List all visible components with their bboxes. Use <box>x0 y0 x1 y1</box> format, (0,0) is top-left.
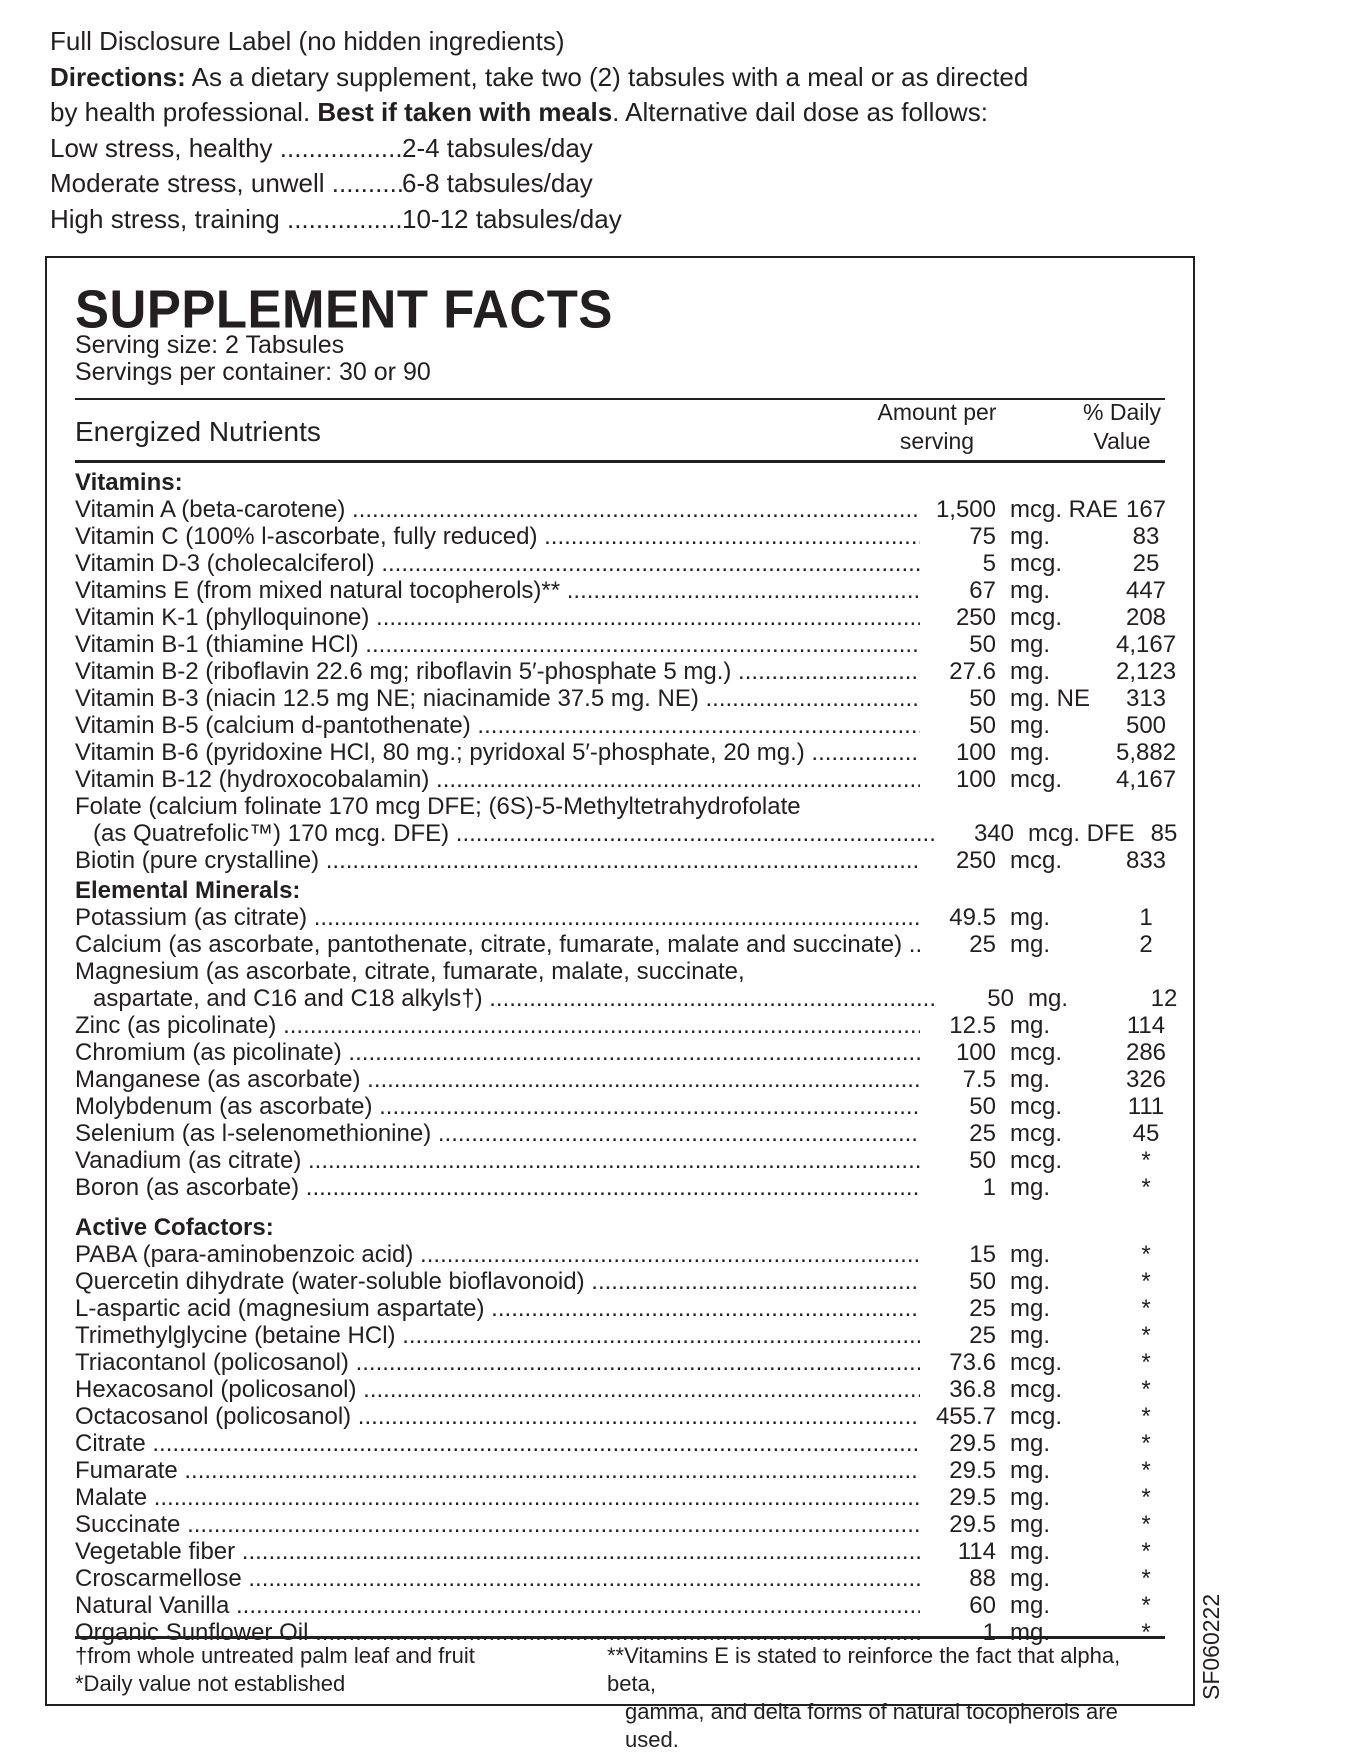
directions-text: As a dietary supplement, take two (2) tabsules with a meal or as directed <box>185 61 1029 92</box>
nutrient-amount: 250 <box>955 847 996 874</box>
nutrient-row <box>75 1484 1175 1511</box>
nutrient-unit: mg. <box>1010 739 1051 766</box>
minerals-list-b <box>75 1012 1175 1201</box>
nutrient-unit: mg. <box>1010 523 1051 550</box>
nutrient-daily-value: 25 <box>1132 550 1160 577</box>
full-disclosure-line: Full Disclosure Label (no hidden ingredients) <box>50 26 565 56</box>
nutrient-daily-value: 114 <box>1126 1012 1166 1039</box>
cofactors-list <box>75 1241 1175 1646</box>
nutrient-daily-value: * <box>1141 1403 1151 1430</box>
panel-title: SUPPLEMENT FACTS <box>75 279 613 339</box>
directions-label: Directions: <box>50 61 186 92</box>
nutrient-unit: mcg. <box>1010 1376 1063 1403</box>
directions-line-2 <box>50 95 1050 131</box>
nutrient-daily-value: * <box>1141 1619 1151 1646</box>
nutrient-amount: 27.6 <box>949 658 996 685</box>
dose-label: Low stress, healthy ..... <box>50 131 402 167</box>
nutrient-amount: 7.5 <box>962 1066 996 1093</box>
nutrient-name: (as Quatrefolic™) 170 mcg. DFE) ..... <box>75 820 938 847</box>
section-vitamins: Vitamins: <box>75 469 183 496</box>
nutrient-daily-value: 1 <box>1139 904 1153 931</box>
header-nutrients: Energized Nutrients <box>75 416 321 447</box>
nutrient-name: Vitamin B-3 (niacin 12.5 mg NE; niacinamide 37.5 mg. NE) ..... <box>75 685 920 712</box>
nutrient-unit: mg. <box>1010 577 1051 604</box>
nutrient-daily-value: * <box>1141 1538 1151 1565</box>
nutrient-row <box>75 931 1175 958</box>
header-dv-line1: % Daily <box>1083 399 1161 425</box>
nutrient-daily-value: 2,123 <box>1116 658 1177 685</box>
header-amount <box>837 398 1037 456</box>
nutrient-daily-value: 12 <box>1150 985 1178 1012</box>
nutrient-unit: mg. <box>1010 1565 1051 1592</box>
dose-row <box>50 166 1050 202</box>
nutrient-daily-value: 45 <box>1132 1120 1160 1147</box>
nutrient-amount: 49.5 <box>949 904 996 931</box>
nutrient-unit: mcg. <box>1010 1349 1063 1376</box>
dose-label: High stress, training ..... <box>50 202 402 238</box>
nutrient-name: Malate ..... <box>75 1484 920 1511</box>
nutrient-name: Triacontanol (policosanol) ..... <box>75 1349 920 1376</box>
nutrient-row <box>75 1538 1175 1565</box>
nutrient-row <box>75 1376 1175 1403</box>
nutrient-unit: mcg. <box>1010 847 1063 874</box>
footnote-vitamin-e-2: gamma, and delta forms of natural tocopherols are used. <box>625 1699 1118 1752</box>
directions-text-2: by health professional. <box>50 97 318 127</box>
nutrient-unit: mcg. <box>1010 766 1063 793</box>
nutrient-unit: mg. <box>1010 658 1051 685</box>
nutrient-name: Vitamin B-5 (calcium d-pantothenate) ..... <box>75 712 920 739</box>
nutrient-amount: 25 <box>969 931 996 958</box>
nutrient-row <box>75 1511 1175 1538</box>
nutrient-daily-value: 111 <box>1127 1093 1165 1120</box>
nutrient-row <box>75 1174 1175 1201</box>
nutrient-daily-value: 500 <box>1125 712 1167 739</box>
nutrient-amount: 25 <box>969 1295 996 1322</box>
nutrient-name: Manganese (as ascorbate) ..... <box>75 1066 920 1093</box>
header-divider <box>75 460 1165 463</box>
nutrient-unit: mcg. <box>1010 1039 1063 1066</box>
nutrient-amount: 50 <box>969 1093 996 1120</box>
magnesium-line1: Magnesium (as ascorbate, citrate, fumarate, malate, succinate, <box>75 958 745 985</box>
nutrient-name: Zinc (as picolinate) ..... <box>75 1012 920 1039</box>
nutrient-name: Organic Sunflower Oil ..... <box>75 1619 920 1646</box>
nutrient-daily-value: 286 <box>1125 1039 1167 1066</box>
nutrient-amount: 1 <box>982 1619 996 1646</box>
nutrient-unit: mg. <box>1010 1012 1051 1039</box>
nutrient-name: Quercetin dihydrate (water-soluble bioflavonoid) ..... <box>75 1268 920 1295</box>
supplement-facts-panel <box>45 256 1195 1752</box>
nutrient-daily-value: 85 <box>1150 820 1178 847</box>
nutrient-row <box>75 1241 1175 1268</box>
nutrient-daily-value: * <box>1141 1457 1151 1484</box>
nutrient-daily-value: 4,167 <box>1116 631 1177 658</box>
nutrient-daily-value: 167 <box>1125 496 1167 523</box>
nutrient-daily-value: * <box>1141 1147 1151 1174</box>
nutrient-unit: mcg. RAE <box>1010 496 1119 523</box>
nutrient-unit: mg. <box>1010 1241 1051 1268</box>
nutrient-amount: 29.5 <box>949 1484 996 1511</box>
dose-label: Moderate stress, unwell ..... <box>50 166 402 202</box>
nutrient-daily-value: * <box>1141 1484 1151 1511</box>
nutrient-name: Croscarmellose ..... <box>75 1565 920 1592</box>
nutrient-amount: 29.5 <box>949 1430 996 1457</box>
nutrient-name: Vitamin A (beta-carotene) ..... <box>75 496 920 523</box>
nutrient-daily-value: * <box>1141 1268 1151 1295</box>
nutrient-daily-value: * <box>1141 1295 1151 1322</box>
nutrient-amount: 100 <box>955 1039 996 1066</box>
directions-block <box>50 24 1050 237</box>
nutrient-daily-value: * <box>1141 1430 1151 1457</box>
nutrient-daily-value: 833 <box>1125 847 1167 874</box>
nutrient-daily-value: 447 <box>1125 577 1167 604</box>
nutrient-name: Calcium (as ascorbate, pantothenate, citrate, fumarate, malate and succinate) ..... <box>75 931 920 958</box>
nutrient-amount: 1,500 <box>935 496 996 523</box>
nutrient-amount: 60 <box>969 1592 996 1619</box>
nutrient-daily-value: 326 <box>1125 1066 1167 1093</box>
nutrient-unit: mg. <box>1010 631 1051 658</box>
nutrient-unit: mcg. <box>1010 1147 1063 1174</box>
servings-per-container: Servings per container: 30 or 90 <box>75 358 431 386</box>
nutrient-unit: mg. <box>1010 904 1051 931</box>
nutrient-row <box>75 685 1175 712</box>
nutrient-unit: mg. <box>1010 1538 1051 1565</box>
nutrient-daily-value: 2 <box>1139 931 1153 958</box>
nutrient-amount: 12.5 <box>949 1012 996 1039</box>
footnotes-right <box>607 1642 1167 1754</box>
nutrient-row <box>75 712 1175 739</box>
nutrient-daily-value: * <box>1141 1174 1151 1201</box>
magnesium-row <box>75 985 1178 1012</box>
nutrient-row <box>75 1147 1175 1174</box>
nutrient-row <box>75 766 1175 793</box>
nutrient-table <box>75 466 1178 1646</box>
nutrient-unit: mg. <box>1010 1592 1051 1619</box>
nutrient-daily-value: 208 <box>1125 604 1167 631</box>
nutrient-row <box>75 604 1175 631</box>
nutrient-name: Trimethylglycine (betaine HCl) ..... <box>75 1322 920 1349</box>
nutrient-amount: 73.6 <box>949 1349 996 1376</box>
nutrient-unit: mcg. <box>1010 604 1063 631</box>
nutrient-daily-value: 5,882 <box>1116 739 1177 766</box>
nutrient-name: Hexacosanol (policosanol) ..... <box>75 1376 920 1403</box>
nutrient-amount: 88 <box>969 1565 996 1592</box>
nutrient-row <box>75 658 1175 685</box>
nutrient-name: Fumarate ..... <box>75 1457 920 1484</box>
nutrient-amount: 1 <box>982 1174 996 1201</box>
nutrient-unit: mg. <box>1010 1268 1051 1295</box>
nutrient-unit: mg. <box>1010 1511 1051 1538</box>
dose-value: 6-8 tabsules/day <box>402 168 593 198</box>
nutrient-unit: mg. <box>1010 1484 1051 1511</box>
nutrient-row <box>75 1322 1175 1349</box>
nutrient-amount: 5 <box>982 550 996 577</box>
nutrient-amount: 114 <box>957 1538 996 1565</box>
nutrient-name: Boron (as ascorbate) ..... <box>75 1174 920 1201</box>
nutrient-name: Octacosanol (policosanol) ..... <box>75 1403 920 1430</box>
nutrient-amount: 29.5 <box>949 1457 996 1484</box>
nutrient-unit: mg. <box>1010 931 1051 958</box>
nutrient-row <box>75 1295 1175 1322</box>
nutrient-daily-value: 4,167 <box>1116 766 1177 793</box>
nutrient-name: Succinate ..... <box>75 1511 920 1538</box>
nutrient-amount: 100 <box>955 739 996 766</box>
nutrient-row <box>75 1592 1175 1619</box>
nutrient-name: Citrate ..... <box>75 1430 920 1457</box>
nutrient-name: Vitamin C (100% l-ascorbate, fully reduced) ..... <box>75 523 920 550</box>
nutrient-daily-value: * <box>1141 1349 1151 1376</box>
nutrient-name: Potassium (as citrate) ..... <box>75 904 920 931</box>
nutrient-unit: mg. <box>1010 1457 1051 1484</box>
nutrient-name: Vitamin B-6 (pyridoxine HCl, 80 mg.; pyridoxal 5′-phosphate, 20 mg.) ..... <box>75 739 920 766</box>
footer-divider <box>75 1636 1165 1639</box>
vitamins-list <box>75 496 1175 793</box>
nutrient-name: Vitamins E (from mixed natural tocopherols)** ..... <box>75 577 920 604</box>
nutrient-unit: mcg. <box>1010 1403 1063 1430</box>
nutrient-row <box>75 1457 1175 1484</box>
nutrient-name: Vitamin B-1 (thiamine HCl) ..... <box>75 631 920 658</box>
nutrient-row <box>75 1403 1175 1430</box>
nutrient-row <box>75 1012 1175 1039</box>
section-cofactors: Active Cofactors: <box>75 1214 274 1241</box>
nutrient-name: Vanadium (as citrate) ..... <box>75 1147 920 1174</box>
nutrient-unit: mg. <box>1028 985 1069 1012</box>
nutrient-daily-value: * <box>1141 1322 1151 1349</box>
nutrient-daily-value: * <box>1141 1565 1151 1592</box>
header-dv-line2: Value <box>1093 428 1151 454</box>
nutrient-daily-value: 83 <box>1132 523 1160 550</box>
nutrient-amount: 50 <box>987 985 1014 1012</box>
nutrient-daily-value: * <box>1141 1376 1151 1403</box>
nutrient-name: L-aspartic acid (magnesium aspartate) ..... <box>75 1295 920 1322</box>
nutrient-name: Chromium (as picolinate) ..... <box>75 1039 920 1066</box>
nutrient-daily-value: 313 <box>1125 685 1167 712</box>
nutrient-amount: 50 <box>969 1147 996 1174</box>
nutrient-amount: 50 <box>969 712 996 739</box>
nutrient-daily-value: * <box>1141 1511 1151 1538</box>
nutrient-row <box>75 496 1175 523</box>
directions-line <box>50 60 1050 96</box>
nutrient-unit: mg. <box>1010 1295 1051 1322</box>
header-amount-line1: Amount per <box>877 399 997 425</box>
nutrient-amount: 75 <box>969 523 996 550</box>
sku-code: SF060222 <box>1198 1593 1224 1700</box>
nutrient-name: Vegetable fiber ..... <box>75 1538 920 1565</box>
dose-row <box>50 202 1050 238</box>
footnote-vitamin-e-1: **Vitamins E is stated to reinforce the fact that alpha, beta, <box>607 1643 1121 1696</box>
nutrient-row <box>75 904 1175 931</box>
nutrient-amount: 50 <box>969 631 996 658</box>
nutrient-name: Molybdenum (as ascorbate) ..... <box>75 1093 920 1120</box>
nutrient-row <box>75 1120 1175 1147</box>
nutrient-unit: mg. <box>1010 712 1051 739</box>
nutrient-name: Vitamin B-2 (riboflavin 22.6 mg; riboflavin 5′-phosphate 5 mg.) ..... <box>75 658 920 685</box>
nutrient-row <box>75 631 1175 658</box>
nutrient-row <box>75 1268 1175 1295</box>
header-daily-value <box>1062 398 1182 456</box>
footnote-dagger: †from whole untreated palm leaf and fruit <box>75 1643 475 1668</box>
nutrient-unit: mcg. <box>1010 1120 1063 1147</box>
nutrient-amount: 50 <box>969 1268 996 1295</box>
nutrient-unit: mg. <box>1010 1174 1051 1201</box>
nutrient-amount: 340 <box>973 820 1014 847</box>
nutrient-name: PABA (para-aminobenzoic acid) ..... <box>75 1241 920 1268</box>
biotin-row <box>75 847 1175 874</box>
nutrient-unit: mg. <box>1010 1322 1051 1349</box>
serving-size: Serving size: 2 Tabsules <box>75 331 345 359</box>
nutrient-row <box>75 1430 1175 1457</box>
folate-line1: Folate (calcium folinate 170 mcg DFE; (6S)-5-Methyltetrahydrofolate <box>75 793 801 820</box>
nutrient-row <box>75 1039 1175 1066</box>
footnotes-left <box>75 1642 475 1698</box>
nutrient-daily-value: * <box>1141 1592 1151 1619</box>
dose-value: 10-12 tabsules/day <box>402 203 622 234</box>
nutrient-amount: 50 <box>969 685 996 712</box>
nutrient-name: Biotin (pure crystalline) ..... <box>75 847 920 874</box>
section-minerals: Elemental Minerals: <box>75 877 301 904</box>
nutrient-unit: mg. <box>1010 1430 1051 1457</box>
nutrient-amount: 455.7 <box>935 1403 996 1430</box>
nutrient-daily-value: * <box>1141 1241 1151 1268</box>
minerals-list-a <box>75 904 1175 958</box>
nutrient-unit: mcg. <box>1010 550 1063 577</box>
nutrient-name: Natural Vanilla ..... <box>75 1592 920 1619</box>
nutrient-amount: 15 <box>969 1241 996 1268</box>
dose-value: 2-4 tabsules/day <box>402 132 593 163</box>
nutrient-row <box>75 577 1175 604</box>
nutrient-row <box>75 1565 1175 1592</box>
nutrient-row <box>75 1093 1175 1120</box>
nutrient-name: Vitamin B-12 (hydroxocobalamin) ..... <box>75 766 920 793</box>
nutrient-unit: mg. <box>1010 1619 1051 1646</box>
header-amount-line2: serving <box>899 428 975 454</box>
footnote-asterisk: *Daily value not established <box>75 1671 346 1696</box>
nutrient-name: aspartate, and C16 and C18 alkyls†) ..... <box>75 985 938 1012</box>
directions-text-3: . Alternative dail dose as follows: <box>612 97 988 127</box>
nutrient-unit: mg. <box>1010 1066 1051 1093</box>
nutrient-row <box>75 1066 1175 1093</box>
nutrient-amount: 100 <box>955 766 996 793</box>
nutrient-amount: 36.8 <box>949 1376 996 1403</box>
nutrient-row <box>75 523 1175 550</box>
serving-info <box>75 332 431 386</box>
nutrient-amount: 67 <box>969 577 996 604</box>
folate-row <box>75 820 1178 847</box>
nutrient-name: Vitamin K-1 (phylloquinone) ..... <box>75 604 920 631</box>
nutrient-name: Vitamin D-3 (cholecalciferol) ..... <box>75 550 920 577</box>
nutrient-amount: 25 <box>969 1120 996 1147</box>
dose-row <box>50 131 1050 167</box>
best-with-meals: Best if taken with meals <box>317 97 613 127</box>
nutrient-row <box>75 739 1175 766</box>
nutrient-unit: mcg. <box>1010 1093 1063 1120</box>
nutrient-row <box>75 550 1175 577</box>
nutrient-amount: 29.5 <box>949 1511 996 1538</box>
nutrient-unit: mg. NE <box>1010 685 1091 712</box>
nutrient-unit: mcg. DFE <box>1028 820 1135 847</box>
nutrient-amount: 25 <box>969 1322 996 1349</box>
nutrient-name: Selenium (as l-selenomethionine) ..... <box>75 1120 920 1147</box>
nutrient-amount: 250 <box>955 604 996 631</box>
nutrient-row <box>75 1349 1175 1376</box>
